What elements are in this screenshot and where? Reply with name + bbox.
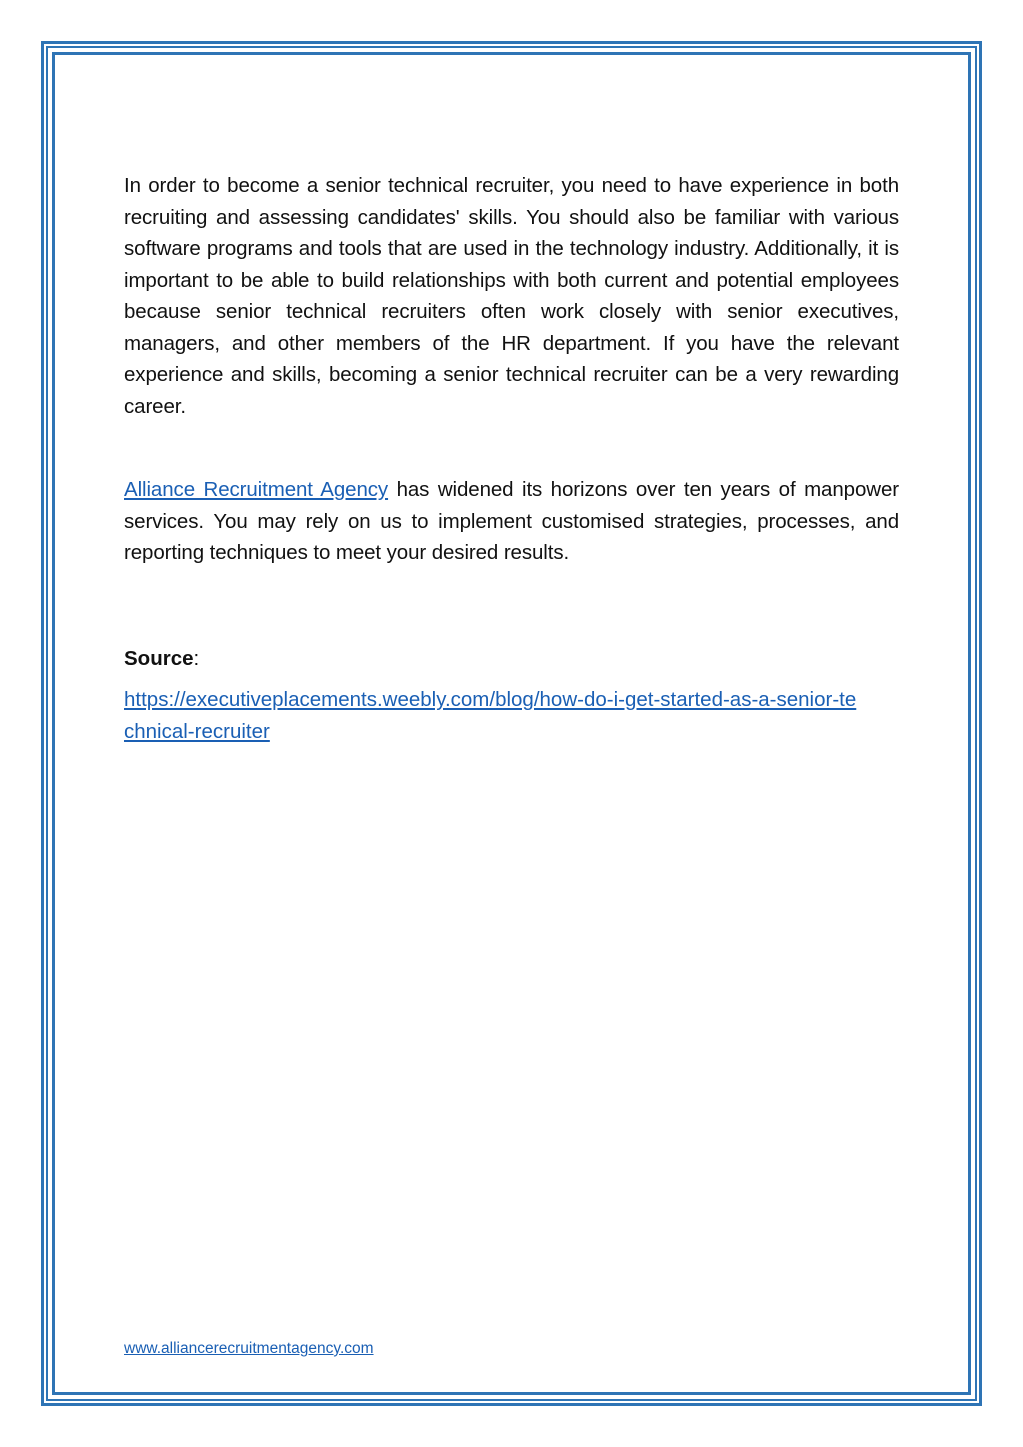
source-colon: : — [193, 646, 200, 670]
source-section — [124, 643, 899, 748]
document-body — [124, 170, 899, 747]
paragraph-requirements: In order to become a senior technical recruiter, you need to have experience in both recruiting and assessing candidates' skills. You should also be familiar with various software programs and tools that are used in the technology industry. Additionally, it is important to be able to build relationships with both current and potential employees because senior technical recruiters often work closely with senior executives, managers, and other members of the HR department. If you have the relevant experience and skills, becoming a senior technical recruiter can be a very rewarding career. — [124, 174, 899, 418]
source-label: Source — [124, 646, 194, 670]
agency-link[interactable]: Alliance Recruitment Agency — [124, 478, 389, 501]
agency-description: has widened its horizons over ten years of manpower services. You may rely on us to implement customised strategies, processes, and reporting techniques to meet your desired results. — [124, 478, 899, 564]
footer-website-link[interactable]: www.alliancerecruitmentagency.com — [124, 1340, 374, 1357]
source-heading — [124, 643, 899, 675]
paragraph-agency — [124, 474, 899, 569]
source-url-link[interactable]: https://executiveplacements.weebly.com/blog/how-do-i-get-started-as-a-senior-technical-recruiter — [124, 688, 857, 743]
